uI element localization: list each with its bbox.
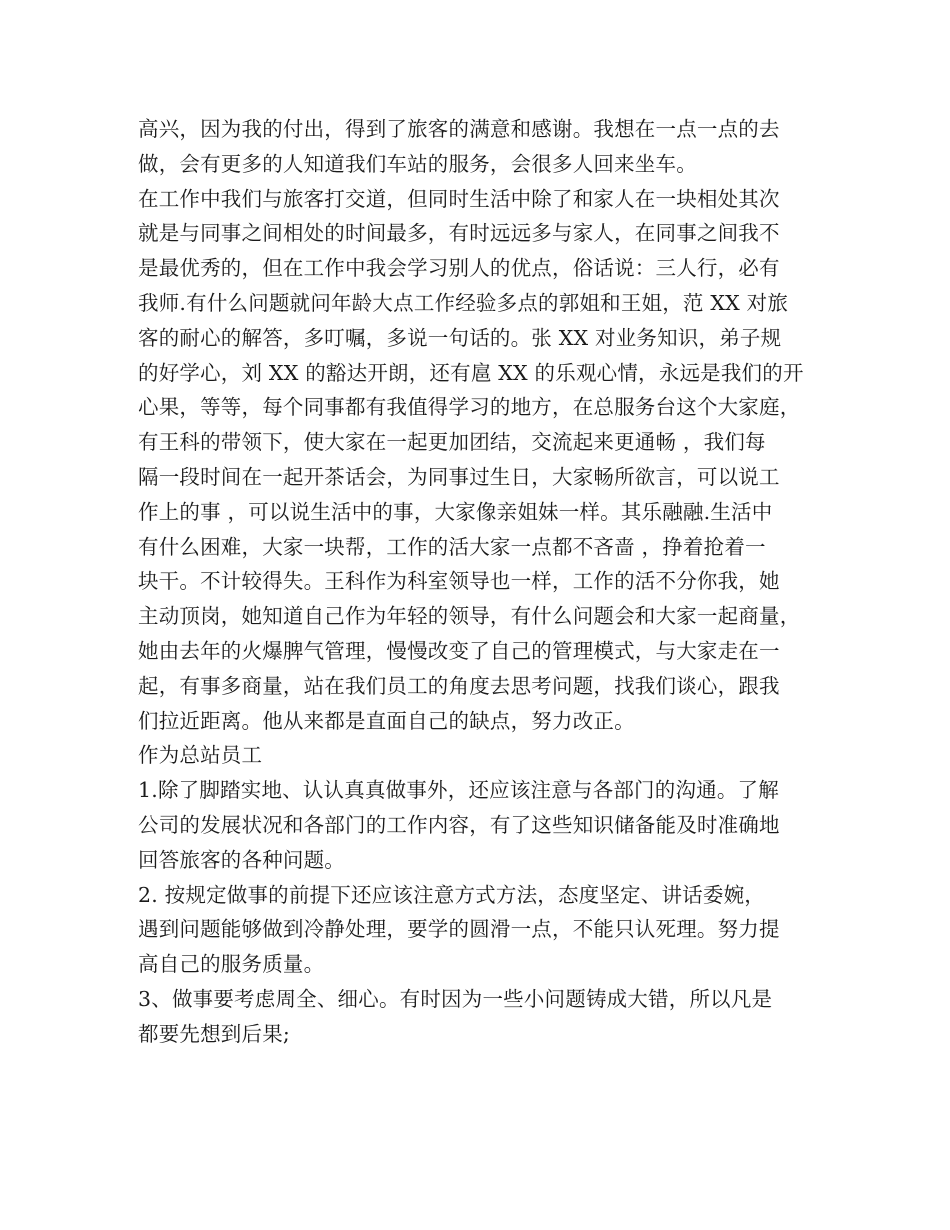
list-item-3: 3、做事要考虑周全、细心。有时因为一些小问题铸成大错，所以凡是 xyxy=(138,986,773,1011)
text-line: 有王科的带领下，使大家在一起更加团结，交流起来更通畅 ，我们每 xyxy=(138,430,766,455)
text-line: 块干。不计较得失。王科作为科室领导也一样，工作的活不分你我，她 xyxy=(138,569,780,594)
text-line: 公司的发展状况和各部门的工作内容，有了这些知识储备能及时准确地 xyxy=(138,812,780,837)
text-line: 回答旅客的各种问题。 xyxy=(138,847,345,872)
text-line: 们拉近距离。他从来都是直面自己的缺点，努力改正。 xyxy=(138,708,635,733)
text-line: 起，有事多商量，站在我们员工的角度去思考问题，找我们谈心，跟我 xyxy=(138,673,780,698)
text-line: 高自己的服务质量。 xyxy=(138,952,325,977)
text-line: 作上的事 ，可以说生活中的事，大家像亲姐妹一样。其乐融融.生活中 xyxy=(138,499,773,524)
text-line: 她由去年的火爆脾气管理，慢慢改变了自己的管理模式，与大家走在一 xyxy=(138,638,780,663)
section-heading: 作为总站员工 xyxy=(138,743,263,768)
text-line: 主动顶岗，她知道自己作为年轻的领导，有什么问题会和大家一起商量， xyxy=(138,604,801,629)
text-line: 是最优秀的，但在工作中我会学习别人的优点，俗话说：三人行，必有 xyxy=(138,256,780,281)
text-line: 就是与同事之间相处的时间最多，有时远远多与家人，在同事之间我不 xyxy=(138,221,780,246)
text-line: 客的耐心的解答，多叮嘱，多说一句话的。张 XX 对业务知识，弟子规 xyxy=(138,325,782,350)
text-line: 高兴，因为我的付出，得到了旅客的满意和感谢。我想在一点一点的去 xyxy=(138,117,780,141)
text-line: 做，会有更多的人知道我们车站的服务，会很多人回来坐车。 xyxy=(138,151,697,176)
text-line: 我师.有什么问题就问年龄大点工作经验多点的郭姐和王姐，范 XX 对旅 xyxy=(138,290,789,315)
text-line: 有什么困难，大家一块帮，工作的活大家一点都不吝啬 ，挣着抢着一 xyxy=(138,534,766,559)
text-line: 隔一段时间在一起开茶话会，为同事过生日，大家畅所欲言，可以说工 xyxy=(138,464,780,489)
text-line: 心果，等等，每个同事都有我值得学习的地方，在总服务台这个大家庭， xyxy=(138,395,801,420)
text-line: 遇到问题能够做到冷静处理，要学的圆滑一点，不能只认死理。努力提 xyxy=(138,917,780,942)
text-line: 的好学心，刘 XX 的豁达开朗，还有扈 XX 的乐观心情，永远是我们的开 xyxy=(138,360,804,385)
text-line: 都要先想到后果; xyxy=(138,1021,291,1046)
list-item-1: 1.除了脚踏实地、认认真真做事外，还应该注意与各部门的沟通。了解 xyxy=(138,778,779,803)
list-item-2: 2. 按规定做事的前提下还应该注意方式方法，态度坚定、讲话委婉， xyxy=(138,882,765,907)
text-line: 在工作中我们与旅客打交道，但同时生活中除了和家人在一块相处其次 xyxy=(138,186,780,211)
document-body xyxy=(138,112,818,1052)
